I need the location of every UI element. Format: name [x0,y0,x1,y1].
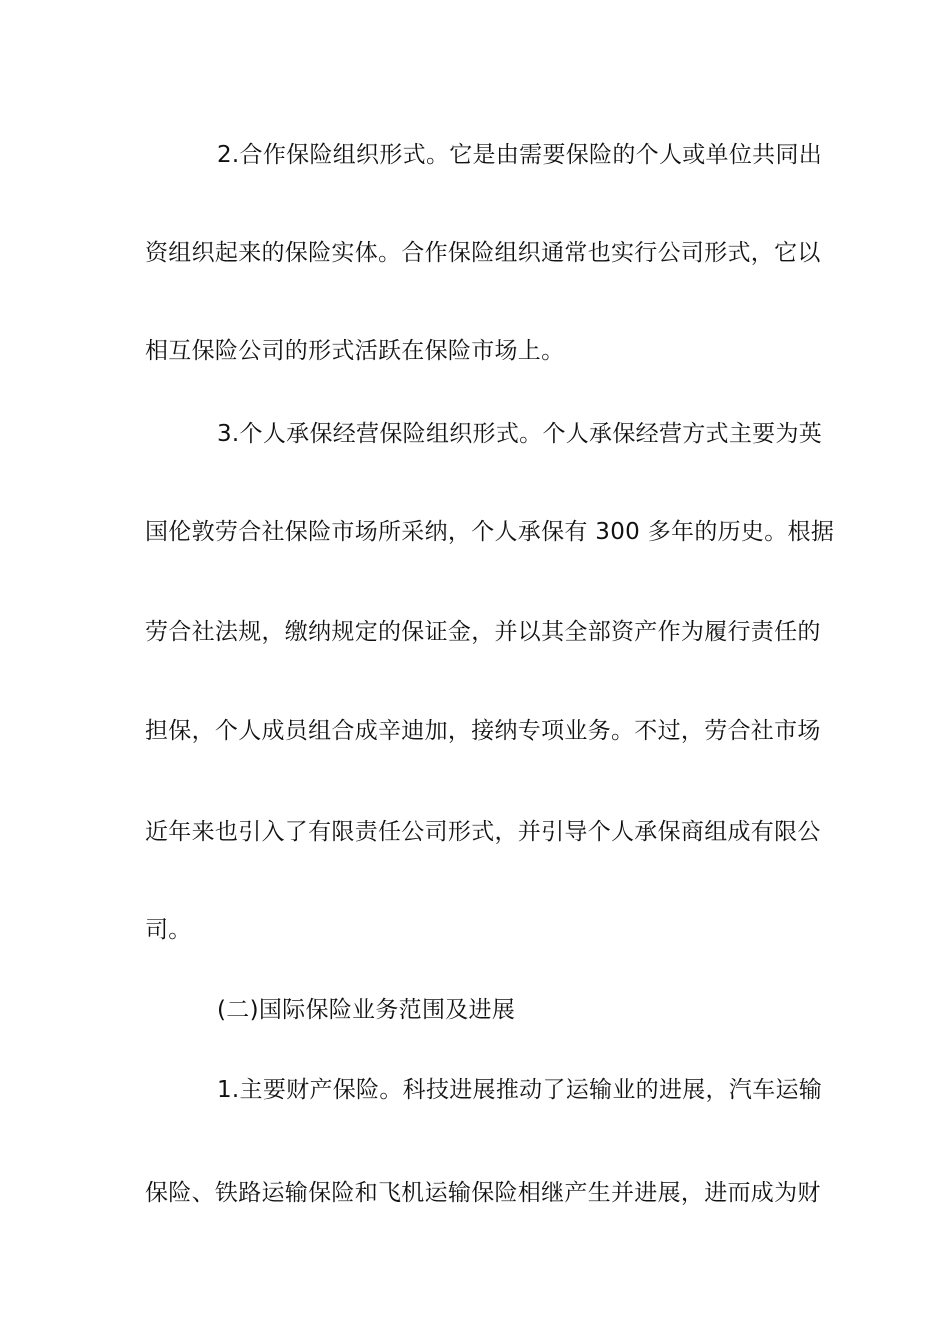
paragraph-line: 近年来也引入了有限责任公司形式，并引导个人承保商组成有限公 [145,819,821,845]
paragraph-line: 2.合作保险组织形式。它是由需要保险的个人或单位共同出 [217,142,823,168]
paragraph-line: 劳合社法规，缴纳规定的保证金，并以其全部资产作为履行责任的 [145,619,821,645]
section-heading: (二)国际保险业务范围及进展 [217,997,516,1023]
paragraph-line: 担保，个人成员组合成辛迪加，接纳专项业务。不过，劳合社市场 [145,718,821,744]
paragraph-line: 3.个人承保经营保险组织形式。个人承保经营方式主要为英 [217,421,823,447]
paragraph-line: 相互保险公司的形式活跃在保险市场上。 [145,338,565,364]
paragraph-line: 国伦敦劳合社保险市场所采纳，个人承保有 300 多年的历史。根据 [145,519,835,545]
paragraph-line: 1.主要财产保险。科技进展推动了运输业的进展，汽车运输 [217,1077,823,1103]
paragraph-line: 司。 [145,917,192,943]
paragraph-line: 保险、铁路运输保险和飞机运输保险相继产生并进展，进而成为财 [145,1180,821,1206]
paragraph-line: 资组织起来的保险实体。合作保险组织通常也实行公司形式，它以 [145,240,821,266]
